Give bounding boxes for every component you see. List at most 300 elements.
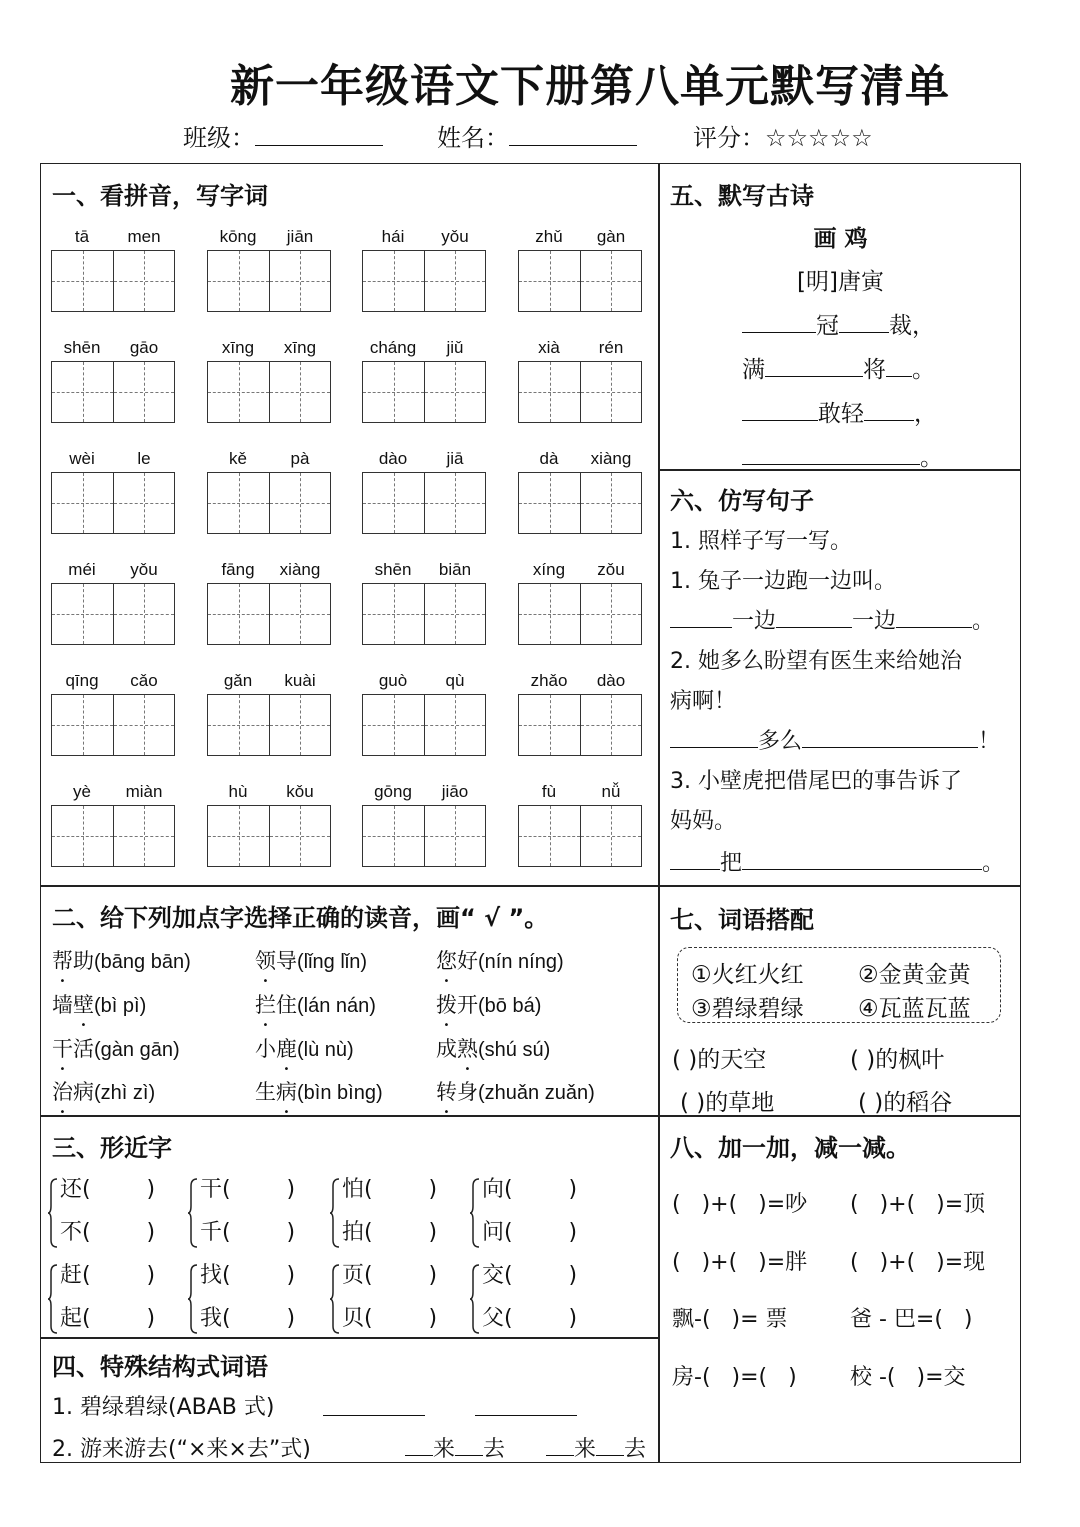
poem-line-3: 敢轻 ，	[742, 395, 937, 428]
blank[interactable]	[776, 605, 852, 628]
char: 住	[276, 993, 297, 1017]
sec6-q2: 2. 她多么盼望有医生来给她治	[670, 649, 962, 674]
sec5-title: 五、默写古诗	[670, 182, 814, 210]
pinyin-syllable: gàn	[596, 227, 626, 246]
tianzige-cell[interactable]	[269, 251, 330, 311]
pinyin-syllable: zǒu	[597, 560, 625, 579]
equation[interactable]: 飘-( )= 票	[672, 1307, 788, 1332]
sec6-title: 六、仿写句子	[670, 487, 814, 515]
blank[interactable]	[742, 398, 818, 421]
pinyin-syllable: hái	[381, 227, 405, 246]
match-item-4[interactable]: ( )的稻谷	[858, 1090, 953, 1116]
name-label: 姓名：	[437, 124, 509, 152]
pinyin-syllable: dào	[378, 449, 408, 468]
writing-box[interactable]	[518, 805, 642, 867]
brace	[48, 1264, 58, 1334]
tianzige-cell[interactable]	[113, 362, 174, 422]
brace	[470, 1178, 480, 1248]
blank[interactable]	[670, 847, 720, 870]
answer-paren[interactable]: ( )	[364, 1306, 438, 1331]
pinyin-syllable: dà	[539, 449, 559, 468]
writing-box[interactable]	[207, 472, 331, 534]
blank[interactable]	[742, 847, 982, 870]
tianzige-cell[interactable]	[52, 473, 113, 533]
similar-char-item[interactable]	[60, 1215, 155, 1246]
pinyin-syllable: kǒu	[286, 782, 314, 801]
reading-item[interactable]	[255, 945, 367, 975]
tianzige-cell[interactable]	[363, 251, 424, 311]
tianzige-cell[interactable]	[208, 362, 269, 422]
tianzige-cell[interactable]	[424, 251, 485, 311]
tianzige-cell[interactable]	[519, 251, 580, 311]
writing-box[interactable]	[207, 583, 331, 645]
char: 干	[200, 1177, 223, 1202]
reading-item[interactable]	[52, 945, 191, 975]
pinyin-syllable: qù	[445, 671, 465, 690]
tianzige-cell[interactable]	[519, 806, 580, 866]
char: 问	[482, 1220, 505, 1245]
blank[interactable]	[896, 605, 972, 628]
pinyin-syllable: qīng	[65, 671, 99, 690]
pinyin-label	[51, 338, 175, 358]
blank[interactable]	[405, 1433, 433, 1456]
similar-char-item[interactable]	[60, 1258, 155, 1289]
char: 页	[342, 1263, 365, 1288]
tianzige-cell[interactable]	[52, 362, 113, 422]
tianzige-cell[interactable]	[113, 695, 174, 755]
tianzige-cell[interactable]	[269, 473, 330, 533]
writing-box[interactable]	[362, 250, 486, 312]
similar-char-item[interactable]	[200, 1172, 295, 1203]
pinyin-label	[362, 671, 486, 691]
pinyin-syllable: yǒu	[441, 227, 469, 246]
pinyin-syllable: tā	[74, 227, 90, 246]
equation[interactable]: ( )+( )=顶	[850, 1192, 986, 1217]
dotted-char: 治	[52, 1080, 73, 1104]
sec6-q1-answer: 一边 一边 。	[670, 604, 994, 635]
reading-item[interactable]	[436, 945, 564, 975]
pinyin-label	[518, 449, 642, 469]
answer-paren[interactable]: ( )	[222, 1220, 296, 1245]
writing-box[interactable]	[518, 472, 642, 534]
writing-box[interactable]	[362, 694, 486, 756]
sec4-title: 四、特殊结构式词语	[52, 1353, 268, 1381]
pinyin-label	[362, 338, 486, 358]
score-label: 评分：	[693, 124, 765, 152]
blank[interactable]	[670, 605, 732, 628]
dotted-char: 熟	[457, 1037, 478, 1061]
tianzige-cell[interactable]	[424, 473, 485, 533]
score-stars[interactable]: ☆☆☆☆☆	[765, 124, 873, 152]
option-1: ①火红火红	[691, 962, 804, 988]
sec4-line-1: 1. 碧绿碧绿(ABAB 式)	[52, 1395, 275, 1420]
writing-box[interactable]	[362, 805, 486, 867]
tianzige-cell[interactable]	[113, 584, 174, 644]
writing-box[interactable]	[51, 361, 175, 423]
answer-paren[interactable]: ( )	[364, 1177, 438, 1202]
answer-paren[interactable]: ( )	[222, 1177, 296, 1202]
pinyin-syllable: gōng	[374, 782, 412, 801]
char: 导	[276, 949, 297, 973]
pinyin-syllable: gǎn	[223, 671, 253, 690]
tianzige-cell[interactable]	[363, 695, 424, 755]
similar-char-item[interactable]	[60, 1301, 155, 1332]
pinyin-syllable: le	[137, 449, 151, 468]
equation[interactable]: 校 -( )=交	[850, 1365, 966, 1390]
tianzige-cell[interactable]	[424, 806, 485, 866]
char: 向	[482, 1177, 505, 1202]
reading-options[interactable]: (lǐng lǐn)	[297, 951, 368, 973]
blank[interactable]	[475, 1393, 577, 1416]
tianzige-cell[interactable]	[113, 251, 174, 311]
writing-box[interactable]	[207, 805, 331, 867]
answer-paren[interactable]: ( )	[504, 1177, 578, 1202]
tianzige-cell[interactable]	[269, 362, 330, 422]
char: 千	[200, 1220, 223, 1245]
pinyin-label	[518, 671, 642, 691]
answer-paren[interactable]: ( )	[82, 1177, 156, 1202]
writing-box[interactable]	[362, 472, 486, 534]
pinyin-syllable: méi	[68, 560, 96, 579]
tianzige-cell[interactable]	[363, 806, 424, 866]
dotted-char: 拦	[255, 993, 276, 1017]
tianzige-cell[interactable]	[424, 362, 485, 422]
pinyin-syllable: zhǔ	[535, 227, 563, 246]
sec6-q2b: 病啊！	[670, 689, 737, 714]
pinyin-syllable: miàn	[125, 782, 163, 801]
similar-char-item[interactable]	[342, 1301, 437, 1332]
char: 墙	[52, 993, 73, 1017]
tianzige-cell[interactable]	[580, 695, 641, 755]
answer-paren[interactable]: ( )	[82, 1263, 156, 1288]
pinyin-syllable: gāo	[129, 338, 159, 357]
pinyin-label	[362, 227, 486, 247]
brace	[188, 1178, 198, 1248]
pinyin-syllable: xīng	[221, 338, 255, 357]
sec4-line-2: 2. 游来游去(“×来×去”式)	[52, 1437, 311, 1462]
blank[interactable]	[802, 725, 978, 748]
answer-paren[interactable]: ( )	[504, 1306, 578, 1331]
match-item-2[interactable]: ( )的枫叶	[850, 1047, 945, 1073]
writing-box[interactable]	[51, 583, 175, 645]
reading-item[interactable]	[436, 989, 541, 1019]
answer-paren[interactable]: ( )	[82, 1306, 156, 1331]
tianzige-cell[interactable]	[269, 806, 330, 866]
char: 找	[200, 1263, 223, 1288]
divider-row-1	[40, 885, 1021, 887]
sec6-q3-answer: 把 。	[670, 846, 1004, 877]
dotted-char: 鹿	[276, 1037, 297, 1061]
pinyin-syllable: xiàng	[590, 449, 632, 468]
char: 怕	[342, 1177, 365, 1202]
reading-options[interactable]: (shú sú)	[478, 1039, 551, 1061]
similar-char-item[interactable]	[60, 1172, 155, 1203]
reading-item[interactable]	[436, 1033, 550, 1063]
blank[interactable]	[455, 1433, 483, 1456]
answer-paren[interactable]: ( )	[364, 1220, 438, 1245]
writing-box[interactable]	[518, 361, 642, 423]
pinyin-syllable: dào	[596, 671, 626, 690]
name-field[interactable]	[437, 118, 637, 153]
blank[interactable]	[886, 354, 912, 377]
tianzige-cell[interactable]	[363, 362, 424, 422]
tianzige-cell[interactable]	[519, 695, 580, 755]
sec6-q3b: 妈妈。	[670, 809, 737, 834]
pinyin-syllable: zhǎo	[530, 671, 568, 690]
tianzige-cell[interactable]	[519, 473, 580, 533]
brace	[188, 1264, 198, 1334]
pinyin-syllable: xíng	[532, 560, 566, 579]
brace	[48, 1178, 58, 1248]
answer-paren[interactable]: ( )	[82, 1220, 156, 1245]
tianzige-cell[interactable]	[208, 473, 269, 533]
class-label: 班级：	[183, 124, 255, 152]
option-3: ③碧绿碧绿	[691, 996, 804, 1022]
blank[interactable]	[596, 1433, 624, 1456]
sec2-title: 二、给下列加点字选择正确的读音，画“ √ ”。	[52, 904, 549, 932]
pinyin-label	[518, 227, 642, 247]
poem-author: [明]唐寅	[797, 269, 884, 295]
writing-box[interactable]	[362, 361, 486, 423]
pinyin-label	[207, 338, 331, 358]
reading-options[interactable]: (lù nù)	[297, 1039, 354, 1061]
equation[interactable]: ( )+( )=现	[850, 1250, 986, 1275]
tianzige-cell[interactable]	[424, 695, 485, 755]
sec6-q3: 3. 小壁虎把借尾巴的事告诉了	[670, 769, 962, 794]
reading-options[interactable]: (gàn gān)	[94, 1039, 180, 1061]
dotted-char: 您	[436, 949, 457, 973]
char: 父	[482, 1306, 505, 1331]
dotted-char: 帮	[52, 949, 73, 973]
writing-box[interactable]	[51, 805, 175, 867]
blank[interactable]	[742, 310, 816, 333]
tianzige-cell[interactable]	[269, 695, 330, 755]
tianzige-cell[interactable]	[363, 473, 424, 533]
writing-box[interactable]	[518, 250, 642, 312]
tianzige-cell[interactable]	[113, 473, 174, 533]
reading-options[interactable]: (zhuǎn zuǎn)	[478, 1082, 595, 1104]
char: 开	[457, 993, 478, 1017]
char: 成	[436, 1037, 457, 1061]
pinyin-syllable: cháng	[369, 338, 417, 357]
column-divider	[658, 163, 660, 1463]
dotted-char: 干	[52, 1037, 73, 1061]
blank[interactable]	[742, 442, 920, 465]
pinyin-label	[518, 560, 642, 580]
reading-item[interactable]	[52, 989, 146, 1019]
reading-item[interactable]	[255, 1033, 354, 1063]
similar-char-item[interactable]	[342, 1172, 437, 1203]
writing-box[interactable]	[362, 583, 486, 645]
tianzige-cell[interactable]	[52, 806, 113, 866]
pinyin-label	[207, 782, 331, 802]
poem-line-4: 。	[742, 439, 943, 472]
blank[interactable]	[765, 354, 863, 377]
tianzige-cell[interactable]	[208, 806, 269, 866]
pinyin-syllable: jiāo	[441, 782, 469, 801]
pinyin-syllable: jiān	[286, 227, 314, 246]
pinyin-syllable: pà	[290, 449, 310, 468]
brace	[330, 1178, 340, 1248]
pinyin-syllable: kōng	[219, 227, 257, 246]
writing-box[interactable]	[51, 250, 175, 312]
pinyin-syllable: shēn	[63, 338, 101, 357]
tianzige-cell[interactable]	[519, 362, 580, 422]
similar-char-item[interactable]	[200, 1215, 295, 1246]
pinyin-label	[362, 449, 486, 469]
dotted-char: 壁	[73, 993, 94, 1017]
pinyin-label	[51, 782, 175, 802]
tianzige-cell[interactable]	[580, 251, 641, 311]
pinyin-label	[362, 560, 486, 580]
divider-sec2-sec3	[40, 1115, 658, 1117]
answer-paren[interactable]: ( )	[504, 1263, 578, 1288]
char: 身	[457, 1080, 478, 1104]
sec3-title: 三、形近字	[52, 1134, 172, 1162]
writing-box[interactable]	[518, 694, 642, 756]
pinyin-syllable: fāng	[221, 560, 255, 579]
answer-paren[interactable]: ( )	[222, 1263, 296, 1288]
char: 好	[457, 949, 478, 973]
tianzige-cell[interactable]	[208, 584, 269, 644]
similar-char-item[interactable]	[200, 1258, 295, 1289]
pinyin-syllable: yè	[73, 782, 91, 801]
pinyin-label	[207, 671, 331, 691]
poem-line-1: 冠 裁，	[742, 307, 935, 340]
tianzige-cell[interactable]	[208, 695, 269, 755]
pinyin-label	[207, 449, 331, 469]
reading-options[interactable]: (bāng bān)	[94, 951, 191, 973]
blank[interactable]	[864, 398, 914, 421]
pinyin-syllable: fù	[541, 782, 557, 801]
pinyin-syllable: hù	[228, 782, 248, 801]
answer-paren[interactable]: ( )	[222, 1306, 296, 1331]
tianzige-cell[interactable]	[52, 251, 113, 311]
pinyin-syllable: wèi	[69, 449, 95, 468]
blank[interactable]	[670, 725, 758, 748]
tianzige-cell[interactable]	[580, 584, 641, 644]
tianzige-cell[interactable]	[580, 806, 641, 866]
pinyin-label	[51, 560, 175, 580]
class-field[interactable]	[183, 118, 383, 153]
pinyin-syllable: guò	[378, 671, 408, 690]
pinyin-syllable: jiǔ	[446, 338, 464, 357]
pinyin-syllable: xiàng	[279, 560, 321, 579]
reading-item[interactable]	[52, 1076, 155, 1106]
char: 我	[200, 1306, 223, 1331]
poem-title: 画 鸡	[813, 226, 868, 252]
reading-item[interactable]	[255, 1076, 383, 1106]
writing-box[interactable]	[207, 250, 331, 312]
match-item-1[interactable]: ( )的天空	[672, 1047, 767, 1073]
option-4: ④瓦蓝瓦蓝	[858, 996, 971, 1022]
blank[interactable]	[546, 1433, 574, 1456]
char: 小	[255, 1037, 276, 1061]
tianzige-cell[interactable]	[52, 695, 113, 755]
writing-box[interactable]	[207, 694, 331, 756]
pinyin-syllable: nǚ	[601, 782, 621, 801]
similar-char-item[interactable]	[200, 1301, 295, 1332]
writing-box[interactable]	[51, 472, 175, 534]
similar-char-item[interactable]	[482, 1215, 577, 1246]
char: 拍	[342, 1220, 365, 1245]
similar-char-item[interactable]	[482, 1301, 577, 1332]
reading-item[interactable]	[255, 989, 376, 1019]
equation[interactable]: 爸 - 巴=( )	[850, 1307, 973, 1332]
char: 生	[255, 1080, 276, 1104]
pinyin-syllable: xīng	[283, 338, 317, 357]
blank[interactable]	[839, 310, 889, 333]
writing-box[interactable]	[518, 583, 642, 645]
pinyin-label	[51, 227, 175, 247]
tianzige-cell[interactable]	[208, 251, 269, 311]
equation[interactable]: ( )+( )=吵	[672, 1192, 808, 1217]
brace	[470, 1264, 480, 1334]
tianzige-cell[interactable]	[424, 584, 485, 644]
tianzige-cell[interactable]	[269, 584, 330, 644]
sec6-q2-answer: 多么 ！	[670, 724, 1000, 755]
divider-sec3-sec4	[40, 1337, 658, 1339]
pinyin-syllable: jiā	[446, 449, 464, 468]
pinyin-label	[51, 671, 175, 691]
tianzige-cell[interactable]	[580, 362, 641, 422]
reading-options[interactable]: (nín níng)	[478, 951, 564, 973]
writing-box[interactable]	[207, 361, 331, 423]
answer-paren[interactable]: ( )	[504, 1220, 578, 1245]
equation[interactable]: ( )+( )=胖	[672, 1250, 808, 1275]
sec6-q1-example: 1. 兔子一边跑一边叫。	[670, 569, 896, 594]
writing-box[interactable]	[51, 694, 175, 756]
option-2: ②金黄金黄	[858, 962, 971, 988]
char: 活	[73, 1037, 94, 1061]
similar-char-item[interactable]	[482, 1258, 577, 1289]
similar-char-item[interactable]	[342, 1258, 437, 1289]
similar-char-item[interactable]	[342, 1215, 437, 1246]
pinyin-syllable: biān	[438, 560, 472, 579]
tianzige-cell[interactable]	[113, 806, 174, 866]
pinyin-label	[51, 449, 175, 469]
tianzige-cell[interactable]	[52, 584, 113, 644]
reading-options[interactable]: (bìn bìng)	[297, 1082, 383, 1104]
reading-options[interactable]: (bì pì)	[94, 995, 147, 1017]
char: 还	[60, 1177, 83, 1202]
tianzige-cell[interactable]	[580, 473, 641, 533]
pinyin-syllable: kuài	[284, 671, 316, 690]
reading-item[interactable]	[436, 1076, 595, 1106]
reading-options[interactable]: (lán nán)	[297, 995, 376, 1017]
answer-paren[interactable]: ( )	[364, 1263, 438, 1288]
similar-char-item[interactable]	[482, 1172, 577, 1203]
sec6-q1: 1. 照样子写一写。	[670, 529, 852, 554]
sec4-pattern-1: 来 去	[405, 1432, 505, 1463]
pinyin-syllable: kě	[229, 449, 247, 468]
blank[interactable]	[323, 1393, 425, 1416]
match-item-3[interactable]: ( )的草地	[680, 1090, 775, 1116]
equation[interactable]: 房-( )=( )	[672, 1365, 797, 1390]
sec4-pattern-2: 来 去	[546, 1432, 646, 1463]
reading-options[interactable]: (zhì zì)	[94, 1082, 156, 1104]
pinyin-label	[518, 782, 642, 802]
pinyin-syllable: yǒu	[130, 560, 158, 579]
tianzige-cell[interactable]	[519, 584, 580, 644]
tianzige-cell[interactable]	[363, 584, 424, 644]
pinyin-syllable: xià	[538, 338, 560, 357]
pinyin-syllable: rén	[598, 338, 624, 357]
brace	[330, 1264, 340, 1334]
reading-item[interactable]	[52, 1033, 180, 1063]
reading-options[interactable]: (bō bá)	[478, 995, 542, 1017]
dotted-char: 病	[276, 1080, 297, 1104]
